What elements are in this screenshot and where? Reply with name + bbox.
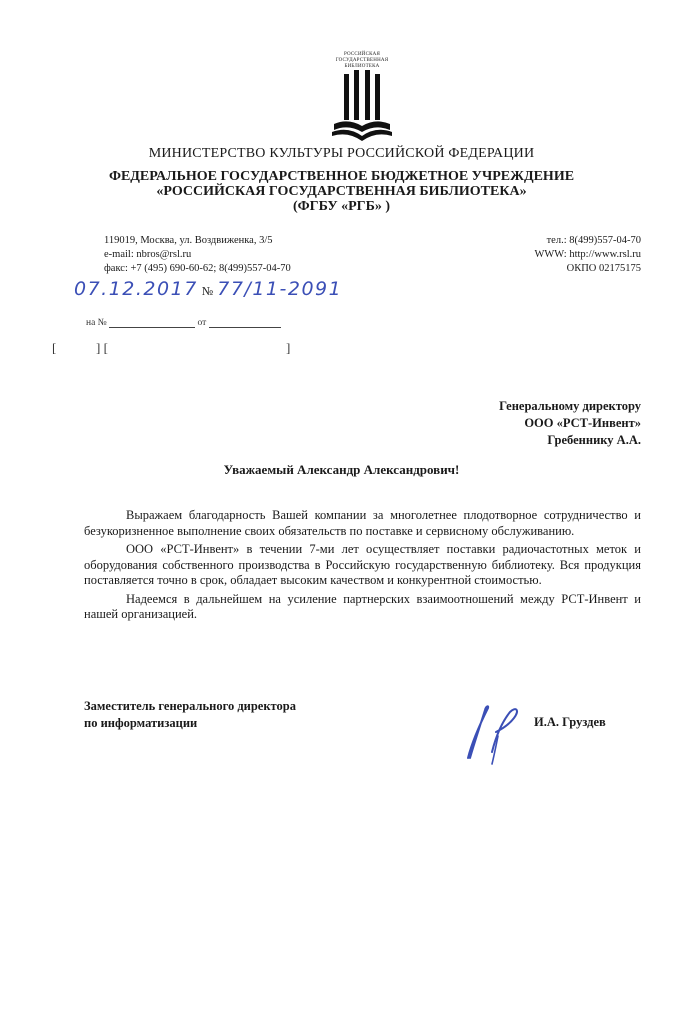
okpo-code: ОКПО 02175175 — [566, 263, 641, 274]
registration-number: 77/11-2091 — [217, 278, 343, 300]
handwritten-signature — [458, 696, 530, 766]
body-paragraph: ООО «РСТ-Инвент» в течении 7-ми лет осуществляет поставки радиочастотных меток и оборудования собственного производства в Российскую государственную библиотеку. Вся продукция поставляется точно в срок, обладает высоким качеством и конкурентной стоимостью. — [84, 542, 641, 587]
postal-address: 119019, Москва, ул. Воздвиженка, 3/5 — [104, 235, 273, 246]
salutation: Уважаемый Александр Александрович! — [223, 462, 460, 477]
recipient-position: Генеральному директору — [499, 399, 641, 413]
signer-name: И.А. Груздев — [534, 715, 606, 729]
library-logo — [330, 52, 394, 144]
contacts-right — [534, 234, 641, 276]
reference-date-blank — [209, 326, 281, 328]
fax: факс: +7 (495) 690-60-62; 8(499)557-04-70 — [104, 263, 291, 274]
logo-text-line: ГОСУДАРСТВЕННАЯ — [335, 58, 389, 63]
reference-number-blank — [109, 326, 195, 328]
org-abbreviation: (ФГБУ «РГБ» ) — [292, 199, 390, 214]
bracket-mid: ] [ — [96, 340, 108, 355]
book-columns-icon — [330, 70, 394, 144]
number-sign: № — [201, 284, 214, 298]
signer-title — [84, 698, 296, 732]
ministry-heading: МИНИСТЕРСТВО КУЛЬТУРЫ РОССИЙСКОЙ ФЕДЕРАЦИИ — [148, 146, 535, 161]
registration-stamp — [74, 278, 374, 308]
body-paragraph: Выражаем благодарность Вашей компании за многолетнее плодотворное сотрудничество и безукоризненное выполнение своих обязательств по поставке и сервисному обслуживанию. — [84, 508, 641, 538]
signer-title-line: Заместитель генерального директора — [84, 699, 296, 713]
recipient-company: ООО «РСТ-Инвент» — [524, 416, 641, 430]
reference-line — [86, 318, 281, 328]
contacts-left — [104, 234, 291, 276]
organization-heading — [0, 169, 683, 214]
letter-body — [84, 508, 641, 626]
logo-text-line: РОССИЙСКАЯ — [343, 52, 381, 57]
reference-number-label: на № — [86, 318, 107, 328]
registration-date: 07.12.2017 — [74, 278, 198, 300]
signer-title-line: по информатизации — [84, 716, 198, 730]
body-paragraph: Надеемся в дальнейшем на усиление партнерских взаимоотношений между РСТ-Инвент и нашей организацией. — [84, 591, 641, 621]
org-name-line: ФЕДЕРАЛЬНОЕ ГОСУДАРСТВЕННОЕ БЮДЖЕТНОЕ УЧРЕЖДЕНИЕ — [108, 169, 575, 184]
org-name-line: «РОССИЙСКАЯ ГОСУДАРСТВЕННАЯ БИБЛИОТЕКА» — [156, 184, 527, 199]
bracket-open: [ — [52, 340, 57, 355]
website: WWW: http://www.rsl.ru — [534, 249, 641, 260]
logo-text-line: БИБЛИОТЕКА — [344, 64, 380, 69]
reference-date-label: от — [197, 318, 207, 328]
email: e-mail: nbros@rsl.ru — [104, 249, 192, 260]
phone: тел.: 8(499)557-04-70 — [546, 235, 641, 246]
bracket-close: ] — [286, 340, 291, 355]
recipient-block — [499, 398, 641, 449]
recipient-name: Гребеннику А.А. — [547, 433, 641, 447]
